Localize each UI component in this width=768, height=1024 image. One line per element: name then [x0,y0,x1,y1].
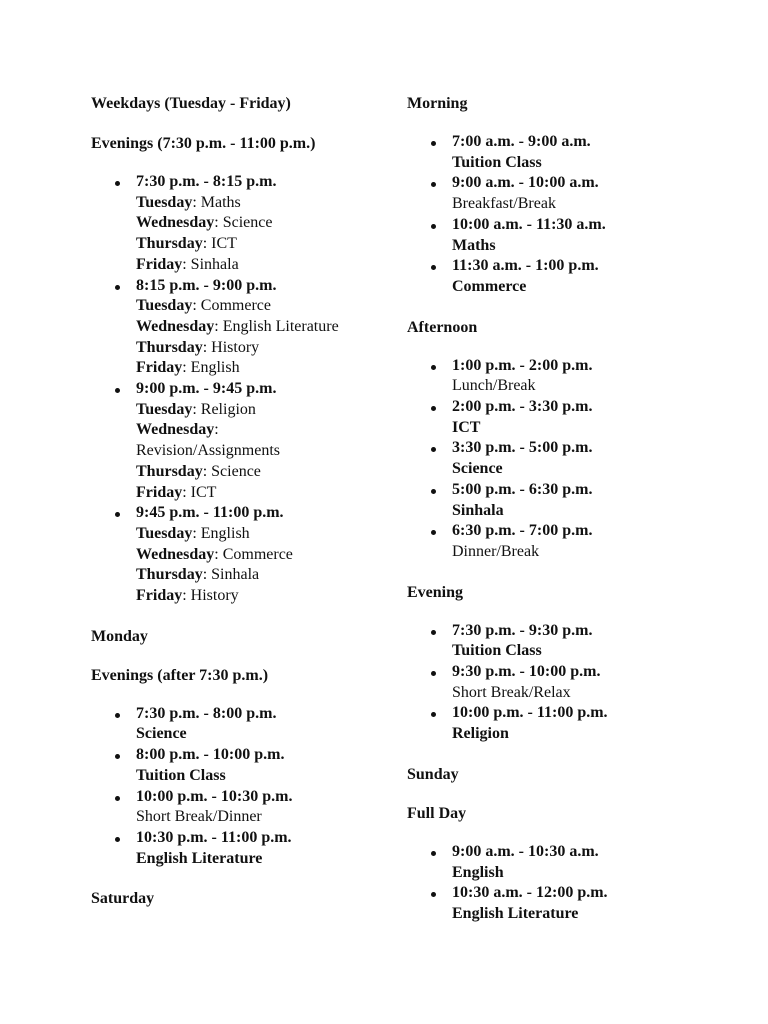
slot-entry: Friday: Sinhala [136,255,239,273]
item-activity: Science [452,460,503,478]
slot-entry: Friday: History [136,587,239,605]
item-activity: Breakfast/Break [452,195,556,213]
slot-entry: Thursday: Sinhala [136,566,260,584]
item-activity: English Literature [136,849,263,867]
list-item [407,356,737,397]
slot-entry: Wednesday: English Literature [136,317,339,335]
item-time: 6:30 p.m. - 7:00 p.m. [452,522,593,540]
item-time: 10:00 p.m. - 11:00 p.m. [452,704,608,722]
monday-title: Monday [91,627,148,645]
list-item [407,842,737,883]
item-time: 3:30 p.m. - 5:00 p.m. [452,439,593,457]
item-time: 7:00 a.m. - 9:00 a.m. [452,133,591,150]
list-item [407,256,737,297]
item-time: 7:30 p.m. - 8:00 p.m. [136,704,277,722]
list-item [407,173,737,214]
slot-time: 7:30 p.m. - 8:15 p.m. [136,173,277,190]
slot-entry: Wednesday: [136,421,219,439]
list-item [407,397,737,438]
slot-time: 8:15 p.m. - 9:00 p.m. [136,276,277,294]
list-item [91,379,381,503]
morning-title: Morning [407,95,468,112]
item-activity: Commerce [452,277,527,295]
slot-entry: Thursday: History [136,338,260,356]
afternoon-list [407,356,737,563]
slot-entry: Tuesday: Commerce [136,297,271,315]
afternoon-title: Afternoon [407,318,478,336]
weekday-evening-slots [91,172,381,607]
item-activity: Maths [452,236,496,254]
list-item [91,503,381,607]
slot-entry-continued: Revision/Assignments [136,442,281,460]
weekdays-title: Weekdays (Tuesday - Friday) [91,95,291,112]
slot-time: 9:45 p.m. - 11:00 p.m. [136,504,284,522]
slot-entry: Tuesday: English [136,524,250,542]
left-column [91,93,381,909]
item-time: 5:00 p.m. - 6:30 p.m. [452,480,593,498]
list-item [407,662,737,703]
full-day-title: Full Day [407,804,467,822]
item-activity: Religion [452,725,509,743]
list-item [91,172,381,276]
list-item [91,704,381,745]
item-activity: Short Break/Dinner [136,808,262,826]
right-column [407,93,737,925]
list-item [407,215,737,256]
item-activity: English Literature [452,904,579,922]
item-time: 9:00 a.m. - 10:00 a.m. [452,174,599,192]
list-item [91,787,381,828]
weekdays-evenings-title: Evenings (7:30 p.m. - 11:00 p.m.) [91,135,316,152]
item-time: 11:30 a.m. - 1:00 p.m. [452,257,599,275]
list-item [407,438,737,479]
list-item [407,132,737,173]
list-item [91,745,381,786]
list-item [407,883,737,924]
item-time: 9:00 a.m. - 10:30 a.m. [452,842,599,860]
item-activity: Science [136,725,187,743]
item-time: 10:30 a.m. - 12:00 p.m. [452,884,608,902]
item-time: 8:00 p.m. - 10:00 p.m. [136,746,285,764]
monday-evenings-title: Evenings (after 7:30 p.m.) [91,666,269,684]
slot-time: 9:00 p.m. - 9:45 p.m. [136,380,277,398]
item-activity: English [452,863,504,881]
evening-title: Evening [407,583,464,601]
item-time: 9:30 p.m. - 10:00 p.m. [452,663,601,681]
item-activity: Tuition Class [136,766,226,784]
sunday-title: Sunday [407,765,459,783]
item-time: 7:30 p.m. - 9:30 p.m. [452,621,593,639]
full-day-list [407,842,737,925]
evening-list [407,621,737,745]
saturday-title: Saturday [91,890,155,908]
item-activity: Short Break/Relax [452,683,571,701]
monday-evening-list [91,704,381,870]
slot-entry: Wednesday: Science [136,214,273,232]
slot-entry: Tuesday: Maths [136,193,241,211]
item-activity: Dinner/Break [452,542,540,560]
item-time: 10:00 a.m. - 11:30 a.m. [452,215,606,233]
item-activity: Sinhala [452,501,504,519]
slot-entry: Friday: English [136,359,240,377]
slot-entry: Tuesday: Religion [136,400,256,418]
slot-entry: Wednesday: Commerce [136,545,293,563]
list-item [91,276,381,380]
item-time: 2:00 p.m. - 3:30 p.m. [452,398,593,416]
list-item [91,828,381,869]
item-time: 10:00 p.m. - 10:30 p.m. [136,787,293,805]
item-activity: Lunch/Break [452,377,536,395]
morning-list [407,132,737,298]
list-item [407,703,737,744]
slot-entry: Thursday: Science [136,462,261,480]
item-activity: ICT [452,418,481,436]
slot-entry: Friday: ICT [136,483,217,501]
list-item [407,621,737,662]
item-time: 10:30 p.m. - 11:00 p.m. [136,828,292,846]
item-time: 1:00 p.m. - 2:00 p.m. [452,356,593,374]
slot-entry: Thursday: ICT [136,235,237,253]
item-activity: Tuition Class [452,642,542,660]
list-item [407,521,737,562]
list-item [407,480,737,521]
item-activity: Tuition Class [452,153,542,171]
